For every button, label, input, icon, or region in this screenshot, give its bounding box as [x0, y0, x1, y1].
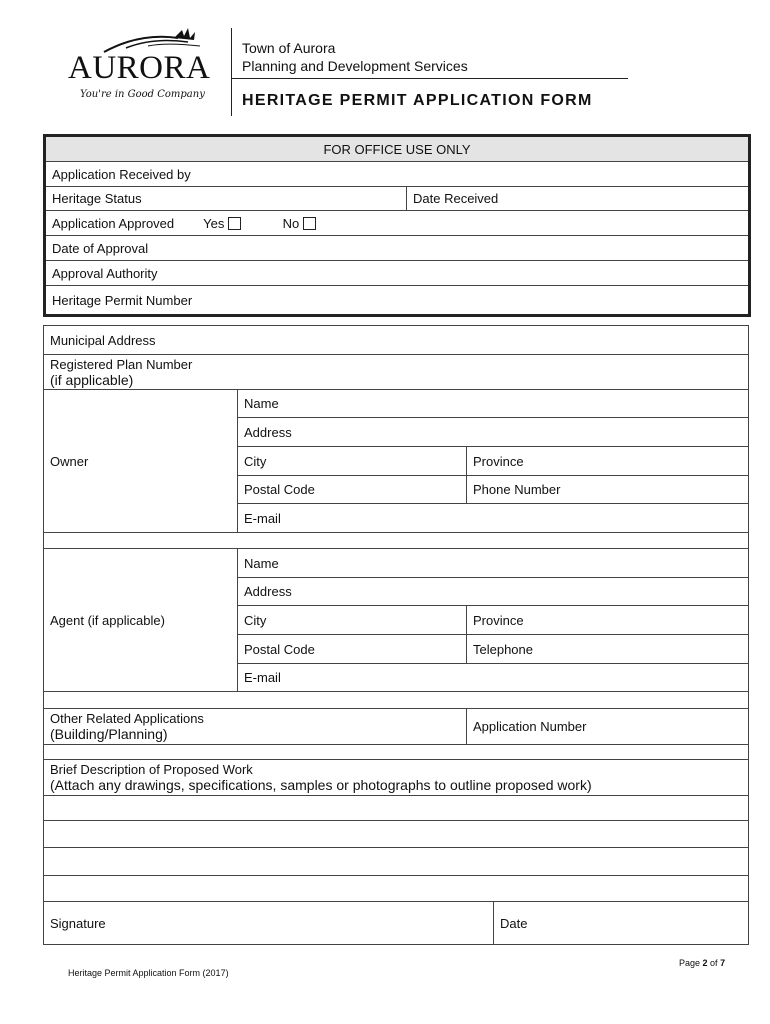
received-by-field[interactable] [45, 162, 750, 187]
date-received-field[interactable] [407, 187, 750, 211]
agent-province-label: Province [473, 612, 524, 628]
owner-label-cell [44, 390, 238, 533]
received-by-label: Application Received by [52, 166, 191, 182]
related-applications-label: Other Related Applications [50, 711, 204, 726]
agent-city-field[interactable] [238, 606, 467, 635]
permit-number-label: Heritage Permit Number [52, 292, 193, 308]
brief-description-note: (Attach any drawings, specifications, samples or photographs to outline proposed work) [50, 777, 592, 793]
agent-label: Agent (if applicable) [50, 612, 165, 628]
owner-province-field[interactable] [467, 447, 749, 476]
description-line-1[interactable] [44, 796, 749, 821]
signature-field[interactable] [44, 902, 494, 945]
owner-phone-label: Phone Number [473, 482, 561, 497]
owner-email-label: E-mail [244, 510, 281, 526]
owner-address-field[interactable] [238, 418, 749, 447]
spacer-row [44, 692, 749, 709]
page-current: 2 [702, 958, 708, 968]
owner-address-label: Address [244, 424, 292, 440]
no-checkbox[interactable] [303, 217, 316, 230]
agent-city-label: City [244, 612, 267, 628]
agent-label-cell [44, 549, 238, 692]
spacer-row [44, 533, 749, 549]
brief-description-label: Brief Description of Proposed Work [50, 762, 253, 777]
agent-email-field[interactable] [238, 664, 749, 692]
date-label: Date [500, 915, 528, 931]
signature-label: Signature [50, 915, 106, 931]
owner-phone-field[interactable] [467, 476, 749, 504]
plan-number-label: Registered Plan Number [50, 356, 193, 372]
logo-wordmark: AURORA [68, 50, 211, 86]
application-number-label: Application Number [473, 719, 587, 734]
brief-description-header [44, 760, 749, 796]
description-line-3[interactable] [44, 848, 749, 876]
agent-province-field[interactable] [467, 606, 749, 635]
date-field[interactable] [494, 902, 749, 945]
owner-email-field[interactable] [238, 504, 749, 533]
description-line-4[interactable] [44, 876, 749, 902]
permit-number-field[interactable] [45, 286, 750, 316]
office-use-heading: FOR OFFICE USE ONLY [45, 136, 750, 162]
town-logo [58, 26, 228, 110]
agent-phone-label: Telephone [473, 641, 533, 657]
logo-tagline: You're in Good Company [80, 89, 205, 100]
page-prefix: Page [679, 958, 703, 968]
agent-address-field[interactable] [238, 578, 749, 606]
yes-checkbox[interactable] [228, 217, 241, 230]
owner-postal-label: Postal Code [244, 482, 315, 497]
date-of-approval-field[interactable] [45, 236, 750, 261]
agent-postal-field[interactable] [238, 635, 467, 664]
owner-city-label: City [244, 453, 267, 469]
approval-authority-field[interactable] [45, 261, 750, 286]
date-received-label: Date Received [413, 191, 499, 206]
no-label: No [282, 215, 300, 231]
agent-name-label: Name [244, 555, 279, 571]
org-department: Planning and Development Services [242, 58, 468, 74]
owner-name-label: Name [244, 396, 279, 411]
owner-city-field[interactable] [238, 447, 467, 476]
footer-form-name: Heritage Permit Application Form (2017) [68, 968, 229, 978]
related-applications-note: (Building/Planning) [50, 726, 168, 742]
page-number [679, 958, 725, 968]
agent-postal-label: Postal Code [244, 641, 315, 657]
owner-label: Owner [50, 453, 89, 469]
heritage-status-field[interactable] [45, 187, 407, 211]
spacer-row [44, 745, 749, 760]
yes-label: Yes [203, 215, 225, 231]
application-approved-label: Application Approved [52, 215, 175, 231]
org-name: Town of Aurora [242, 40, 336, 56]
related-applications-field[interactable] [44, 709, 467, 745]
form-title: HERITAGE PERMIT APPLICATION FORM [242, 92, 593, 109]
municipal-address-label: Municipal Address [50, 332, 156, 348]
owner-name-field[interactable] [238, 390, 749, 418]
heritage-status-label: Heritage Status [52, 191, 142, 206]
office-use-table [43, 134, 751, 317]
page-total: 7 [720, 958, 726, 968]
page-of: of [707, 958, 721, 968]
owner-province-label: Province [473, 453, 524, 469]
agent-address-label: Address [244, 584, 292, 599]
application-approved-row [45, 211, 750, 236]
plan-number-note: (if applicable) [50, 371, 134, 388]
plan-number-field[interactable] [44, 355, 749, 390]
header-divider-vertical [231, 28, 232, 116]
approval-authority-label: Approval Authority [52, 265, 158, 281]
date-of-approval-label: Date of Approval [52, 240, 149, 256]
header-divider-horizontal [232, 78, 628, 79]
description-line-2[interactable] [44, 821, 749, 848]
owner-postal-field[interactable] [238, 476, 467, 504]
agent-name-field[interactable] [238, 549, 749, 578]
application-number-field[interactable] [467, 709, 749, 745]
agent-phone-field[interactable] [467, 635, 749, 664]
application-table [43, 325, 749, 945]
agent-email-label: E-mail [244, 670, 281, 685]
municipal-address-field[interactable] [44, 326, 749, 355]
